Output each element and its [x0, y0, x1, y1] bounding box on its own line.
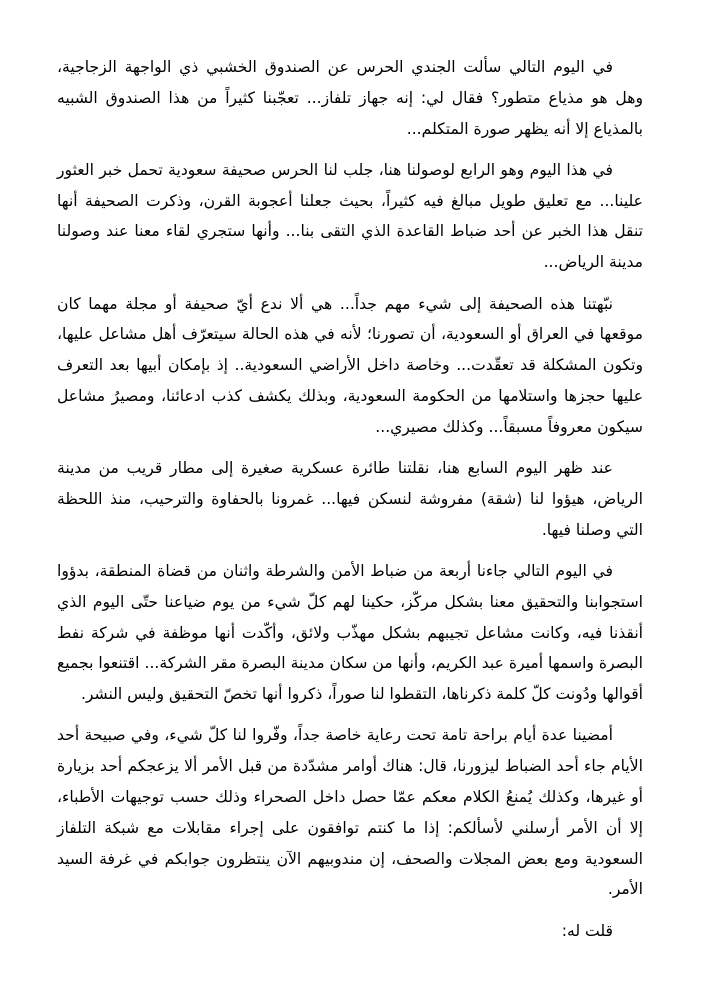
- paragraph-tv-question: في اليوم التالي سألت الجندي الحرس عن الصندوق الخشبي ذي الواجهة الزجاجية، وهل هو مذياع متطور؟ فقال لي: إنه جهاز تلفاز... تعجّبنا كثيراً من هذا الصندوق الشبيه بالمذياع إلا أنه يظهر صورة المتكلم...: [57, 58, 643, 138]
- paragraph-interrogation: في اليوم التالي جاءنا أربعة من ضباط الأمن والشرطة واثنان من قضاة المنطقة، بدؤوا استجوابنا والتحقيق معنا بشكل مركّز، حكينا لهم كلّ شيء من يوم ضياعنا حتّى اليوم الذي أنقذنا فيه، وكانت مشاعل تجيبهم بشكل مهذّب ولائق، وأكّدت أنها موظفة في شركة نفط البصرة واسمها أميرة عبد الكريم، وأنها من سكان مدينة البصرة مقر الشركة... اقتنعوا بجميع أقوالها ودُونت كلّ كلمة ذكرناها، التقطوا لنا صوراً، ذكروا أنها تخصّ التحقيق وليس النشر.: [57, 561, 643, 704]
- paragraph-riyadh-transfer: عند ظهر اليوم السابع هنا، نقلتنا طائرة عسكرية صغيرة إلى مطار قريب من مدينة الرياض، هيؤوا لنا (شقة) مفروشة لنسكن فيها... غمرونا بالحفاوة والترحيب، منذ اللحظة التي وصلنا فيها.: [57, 459, 643, 539]
- paragraph-photo-warning: نبّهتنا هذه الصحيفة إلى شيء مهم جداً... هي ألا ندع أيّ صحيفة أو مجلة مهما كان موقعها في العراق أو السعودية، أن تصورنا؛ لأنه في هذه الحالة سيتعرّف أهل مشاعل عليها، وتكون المشكلة قد تعقّدت... وخاصة داخل الأراضي السعودية.. إذ بإمكان أبيها بعد التعرف عليها حجزها واستلامها من الحكومة السعودية، وبذلك يكشف كذب ادعائنا، ومصيرُ مشاعل سيكون معروفاً مسبقاً... وكذلك مصيري...: [57, 294, 643, 436]
- paragraph-reply-start: قلت له:: [561, 921, 613, 940]
- paragraph-saudi-newspaper: في هذا اليوم وهو الرابع لوصولنا هنا، جلب لنا الحرس صحيفة سعودية تحمل خبر العثور علينا... مع تعليق طويل مبالغ فيه كثيراً، بحيث جعلنا أعجوبة القرن، وذكرت الصحيفة أنها تنقل هذا الخبر عن أحد ضباط القاعدة الذي التقى بنا... وأنها ستجري لقاء معنا عند وصولنا مدينة الرياض...: [57, 160, 643, 272]
- paragraph-officer-visit: أمضينا عدة أيام براحة تامة تحت رعاية خاصة جداً، وفّروا لنا كلّ شيء، وفي صبيحة أحد الأيام جاء أحد الضباط ليزورنا، قال: هناك أوامر مشدّدة من قبل الأمر ألا يزعجكم أحد بزيارة أو غيرها، وكذلك يُمنعُ الكلام معكم عمّا حصل داخل الصحراء وذلك حسب توجيهات الأطباء، إلا أن الأمر أرسلني لأسألكم: إذا ما كنتم توافقون على إجراء مقابلات مع شبكة التلفاز السعودية ومع بعض المجلات والصحف، إن مندوبيهم الآن ينتظرون جوابكم في غرفة السيد الأمر.: [57, 726, 643, 899]
